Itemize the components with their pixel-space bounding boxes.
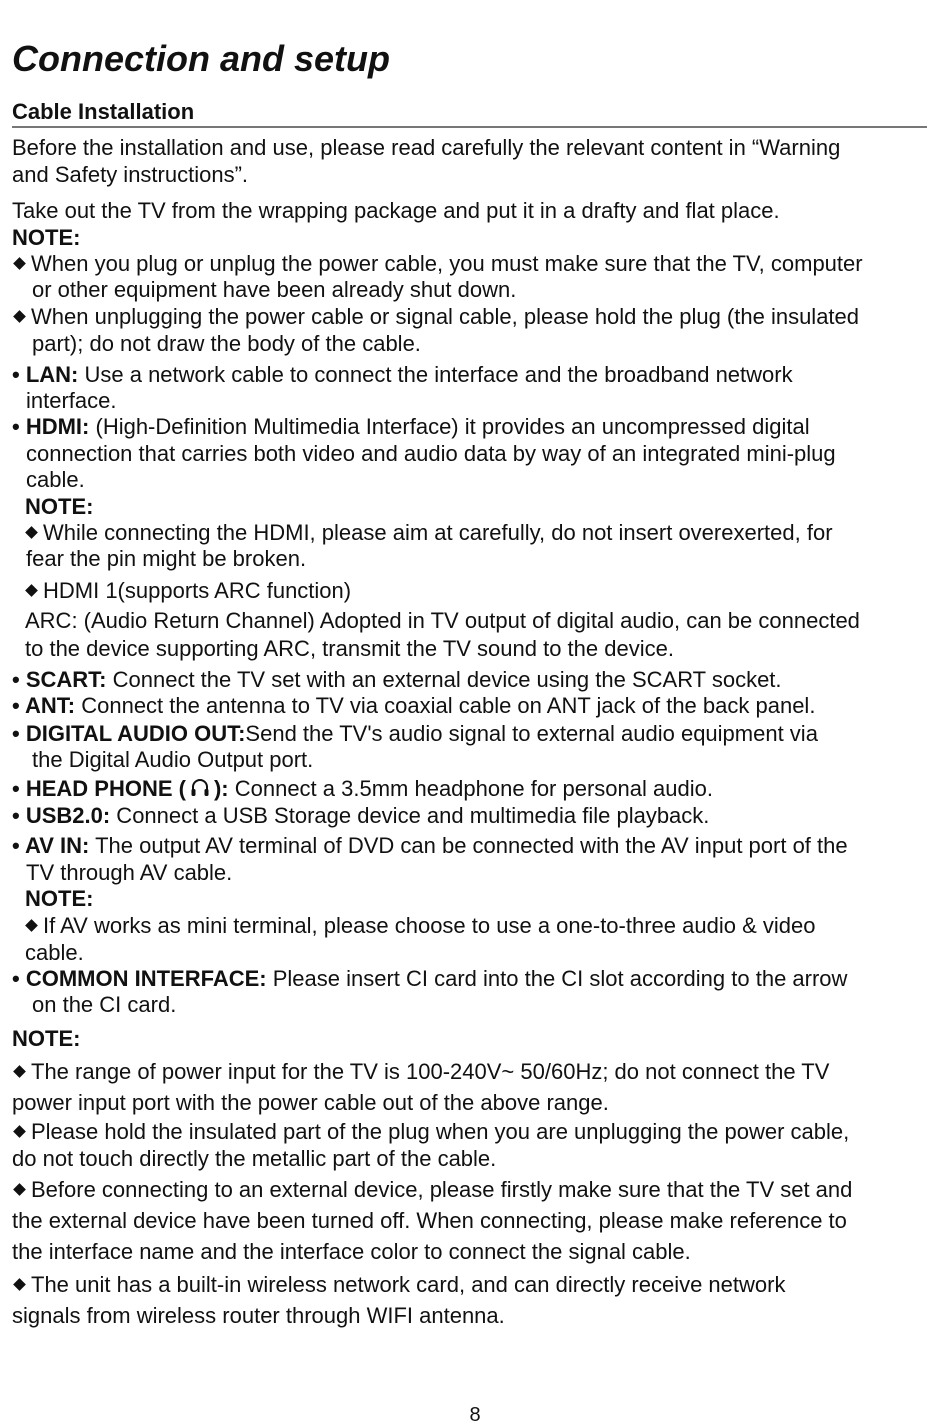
hdmi-note-line: fear the pin might be broken. [26, 546, 307, 571]
page-number: 8 [469, 1404, 481, 1426]
av-in-line: TV through AV cable. [26, 860, 233, 885]
note-item-line: or other equipment have been already shut down. [32, 277, 517, 302]
final-note-line: do not touch directly the metallic part of the cable. [12, 1146, 497, 1171]
hdmi-note: HDMI 1(supports ARC function) [24, 578, 351, 604]
scart-item: • SCART: Connect the TV set with an external device using the SCART socket. [12, 667, 782, 692]
common-interface-line: on the CI card. [32, 992, 177, 1017]
diamond-bullet-icon [13, 1278, 26, 1291]
ant-item: • ANT: Connect the antenna to TV via coaxial cable on ANT jack of the back panel. [12, 693, 816, 718]
final-note-line: power input port with the power cable out of the above range. [12, 1090, 609, 1115]
page-title: Connection and setup [12, 38, 390, 79]
final-note-line: the external device have been turned off. When connecting, please make reference to [12, 1208, 847, 1233]
headphone-icon [189, 777, 211, 799]
hdmi-item-line: connection that carries both video and audio data by way of an integrated mini-plug [26, 441, 836, 466]
common-interface-item: • COMMON INTERFACE: Please insert CI card into the CI slot according to the arrow [12, 966, 848, 991]
final-note: The range of power input for the TV is 100-240V~ 50/60Hz; do not connect the TV [12, 1059, 829, 1085]
final-note: The unit has a built-in wireless network card, and can directly receive network [12, 1272, 785, 1298]
diamond-bullet-icon [13, 1183, 26, 1196]
hdmi-note: While connecting the HDMI, please aim at carefully, do not insert overexerted, for [24, 520, 833, 546]
diamond-bullet-icon [13, 310, 26, 323]
headphone-item: • HEAD PHONE ( ): Connect a 3.5mm headphone for personal audio. [12, 776, 713, 801]
intro-line: Take out the TV from the wrapping package and put it in a drafty and flat place. [12, 198, 780, 223]
arc-line: ARC: (Audio Return Channel) Adopted in TV output of digital audio, can be connected [25, 608, 860, 633]
final-note-line: the interface name and the interface color to connect the signal cable. [12, 1239, 691, 1264]
diamond-bullet-icon [25, 526, 38, 539]
section-heading: Cable Installation [12, 99, 927, 128]
note-item: When you plug or unplug the power cable, you must make sure that the TV, computer [12, 251, 863, 277]
hdmi-item: • HDMI: (High-Definition Multimedia Interface) it provides an uncompressed digital [12, 414, 810, 439]
note-label: NOTE: [25, 886, 94, 911]
final-note-line: signals from wireless router through WIFI antenna. [12, 1303, 505, 1328]
final-note: Before connecting to an external device, please firstly make sure that the TV set and [12, 1177, 852, 1203]
av-in-note: If AV works as mini terminal, please choose to use a one-to-three audio & video [24, 913, 815, 939]
diamond-bullet-icon [25, 919, 38, 932]
note-label: NOTE: [12, 225, 81, 250]
diamond-bullet-icon [13, 257, 26, 270]
note-item-line: part); do not draw the body of the cable. [32, 331, 421, 356]
intro-line: and Safety instructions”. [12, 162, 249, 187]
final-note: Please hold the insulated part of the plug when you are unplugging the power cable, [12, 1119, 849, 1145]
av-in-note-line: cable. [25, 940, 84, 965]
diamond-bullet-icon [13, 1125, 26, 1138]
note-item: When unplugging the power cable or signal cable, please hold the plug (the insulated [12, 304, 859, 330]
arc-line: to the device supporting ARC, transmit the TV sound to the device. [25, 636, 674, 661]
usb-item: • USB2.0: Connect a USB Storage device and multimedia file playback. [12, 803, 710, 828]
intro-line: Before the installation and use, please read carefully the relevant content in “Warning [12, 135, 841, 160]
note-label: NOTE: [25, 494, 94, 519]
lan-item: • LAN: Use a network cable to connect the interface and the broadband network [12, 362, 793, 387]
hdmi-item-line: cable. [26, 467, 85, 492]
diamond-bullet-icon [13, 1065, 26, 1078]
diamond-bullet-icon [25, 584, 38, 597]
note-label: NOTE: [12, 1026, 81, 1051]
digital-audio-item: • DIGITAL AUDIO OUT:Send the TV's audio signal to external audio equipment via [12, 721, 818, 746]
av-in-item: • AV IN: The output AV terminal of DVD can be connected with the AV input port of the [12, 833, 848, 858]
lan-item-line: interface. [26, 388, 117, 413]
digital-audio-line: the Digital Audio Output port. [32, 747, 314, 772]
